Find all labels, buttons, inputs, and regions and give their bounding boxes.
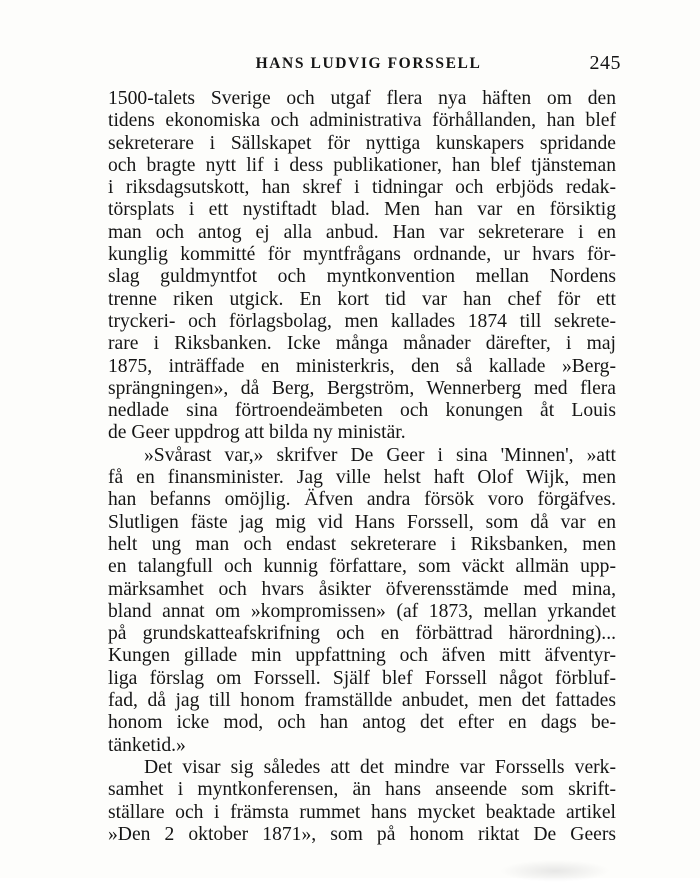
text-line: »Svårast var,» skrifver De Geer i sina 'Minnen', »att: [144, 444, 616, 466]
text-line: sekreterare i Sällskapet för nyttiga kunskapers spridande: [108, 132, 616, 154]
text-line: och bragte nytt lif i dess publikationer, han blef tjänsteman: [108, 154, 616, 176]
scan-smudge: [500, 860, 610, 882]
body-text: [108, 88, 616, 846]
text-line: ställare och i främsta rummet hans mycket beaktade artikel: [108, 801, 616, 823]
text-line: törsplats i ett nystiftadt blad. Men han var en försiktig: [108, 199, 616, 221]
text-line: han befanns omöjlig. Äfven andra försök voro förgäfves.: [108, 489, 616, 511]
text-line: honom icke mod, och han antog det efter en dags be-: [108, 712, 616, 734]
text-line: »Den 2 oktober 1871», som på honom riktat De Geers: [108, 823, 616, 845]
text-line: Kungen gillade min uppfattning och äfven mitt äfventyr-: [108, 645, 616, 667]
text-line: bland annat om »kompromissen» (af 1873, mellan yrkandet: [108, 600, 616, 622]
text-line: tidens ekonomiska och administrativa förhållanden, han blef: [108, 110, 616, 132]
text-line: samhet i myntkonferensen, än hans anseende som skrift-: [108, 779, 616, 801]
text-line: de Geer uppdrog att bilda ny ministär.: [108, 422, 406, 444]
text-line: nedlade sina förtroendeämbeten och konungen åt Louis: [108, 400, 616, 422]
text-line: 1500-talets Sverige och utgaf flera nya häften om den: [108, 88, 616, 109]
text-line: få en finansminister. Jag ville helst haft Olof Wijk, men: [108, 467, 616, 489]
text-line: tänketid.»: [108, 734, 186, 756]
text-line: rare i Riksbanken. Icke många månader därefter, i maj: [108, 333, 616, 355]
text-line: man och antog ej alla anbud. Han var sekreterare i en: [108, 221, 616, 243]
text-line: kunglig kommitté för myntfrågans ordnande, ur hvars för-: [108, 244, 616, 266]
text-line: fad, då jag till honom framställde anbudet, men det fattades: [108, 690, 616, 712]
text-line: på grundskatteafskrifning och en förbättrad härordning)...: [108, 623, 616, 645]
page-number: 245: [589, 52, 621, 74]
text-line: tryckeri- och förlagsbolag, men kallades 1874 till sekrete-: [108, 310, 616, 332]
text-line: Slutligen fäste jag mig vid Hans Forssell, som då var en: [108, 511, 616, 533]
text-line: liga förslag om Forssell. Själf blef Forssell något förbluf-: [108, 667, 616, 689]
text-line: en talangfull och kunnig författare, som väckt allmän upp-: [108, 556, 616, 578]
text-line: slag guldmyntfot och myntkonvention mellan Nordens: [108, 266, 616, 288]
text-line: i riksdagsutskott, han skref i tidningar och erbjöds redak-: [108, 177, 616, 199]
text-line: helt ung man och endast sekreterare i Riksbanken, men: [108, 533, 616, 555]
running-head: [116, 50, 621, 76]
text-line: sprängningen», då Berg, Bergström, Wennerberg med flera: [108, 377, 616, 399]
text-line: trenne riken utgick. En kort tid var han chef för ett: [108, 288, 616, 310]
text-line: Det visar sig således att det mindre var Forssells verk-: [144, 756, 616, 778]
running-title: HANS LUDVIG FORSSELL: [255, 55, 482, 72]
text-line: märksamhet och hvars åsikter öfverensstämde med mina,: [108, 578, 616, 600]
text-line: 1875, inträffade en ministerkris, den så kallade »Berg-: [108, 355, 616, 377]
